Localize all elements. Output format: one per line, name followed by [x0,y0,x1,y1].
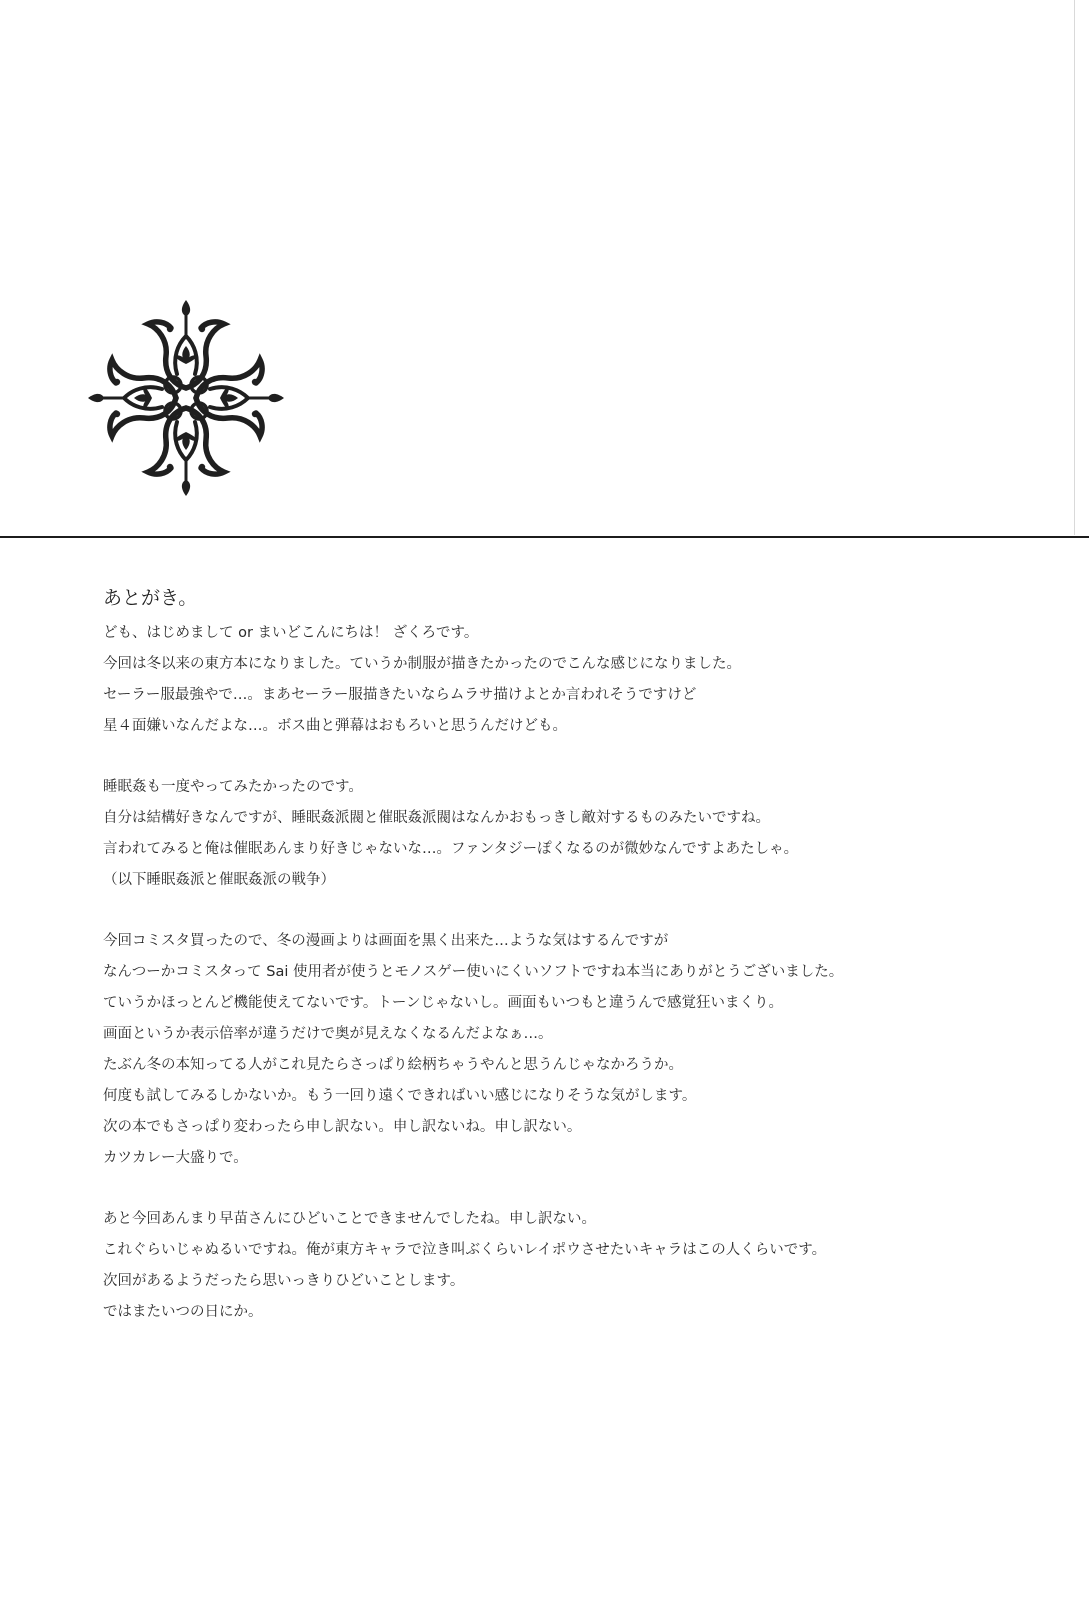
paragraph-3 [103,926,1043,1174]
text-line: （以下睡眠姦派と催眠姦派の戦争） [103,872,335,888]
text-line: 画面というか表示倍率が違うだけで奥が見えなくなるんだよなぁ…。 [103,1026,553,1042]
text-line: 次回があるようだったら思いっきりひどいことします。 [103,1273,465,1289]
paragraph-4 [103,1204,1043,1328]
paragraph-2 [103,772,1043,896]
section-divider [0,536,1089,538]
text-line: ではまたいつの日にか。 [103,1304,263,1320]
afterword-title: あとがき。 [103,587,198,609]
text-line: 今回は冬以来の東方本になりました。ていうか制服が描きたかったのでこんな感じになりました。 [103,656,741,672]
text-line: 自分は結構好きなんですが、睡眠姦派閥と催眠姦派閥はなんかおもっきし敵対するものみたいですね。 [103,810,770,826]
text-line: カツカレー大盛りで。 [103,1150,248,1166]
text-line: ていうかほっとんど機能使えてないです。トーンじゃないし。画面もいつもと違うんで感覚狂いまくり。 [103,995,784,1011]
text-line: たぶん冬の本知ってる人がこれ見たらさっぱり絵柄ちゃうやんと思うんじゃなかろうか。 [103,1057,683,1073]
text-line: ども、はじめまして or まいどこんにちは！ ざくろです。 [103,625,479,641]
text-line: これぐらいじゃぬるいですね。俺が東方キャラで泣き叫ぶくらいレイポウさせたいキャラはこの人くらいです。 [103,1242,827,1258]
text-line: セーラー服最強やで…。まあセーラー服描きたいならムラサ描けよとか言われそうですけど [103,687,697,703]
text-line: 今回コミスタ買ったので、冬の漫画よりは画面を黒く出来た…ような気はするんですが [103,933,669,949]
text-line: 星４面嫌いなんだよな…。ボス曲と弾幕はおもろいと思うんだけども。 [103,718,567,734]
text-line: 何度も試してみるしかないか。もう一回り遠くできればいい感じになりそうな気がします。 [103,1088,697,1104]
text-line: あと今回あんまり早苗さんにひどいことできませんでしたね。申し訳ない。 [103,1211,596,1227]
baroque-cross-ornament-icon [88,298,284,498]
text-line: 言われてみると俺は催眠あんまり好きじゃないな…。ファンタジーぽくなるのが微妙なんですよあたしゃ。 [103,841,799,857]
page-edge-line [1074,0,1075,535]
text-line: 次の本でもさっぱり変わったら申し訳ない。申し訳ないね。申し訳ない。 [103,1119,582,1135]
text-line: なんつーかコミスタって Sai 使用者が使うとモノスゲー使いにくいソフトですね本当にありがとうございました。 [103,964,844,980]
afterword-section [103,584,1043,1358]
text-line: 睡眠姦も一度やってみたかったのです。 [103,779,363,795]
paragraph-1 [103,618,1043,742]
